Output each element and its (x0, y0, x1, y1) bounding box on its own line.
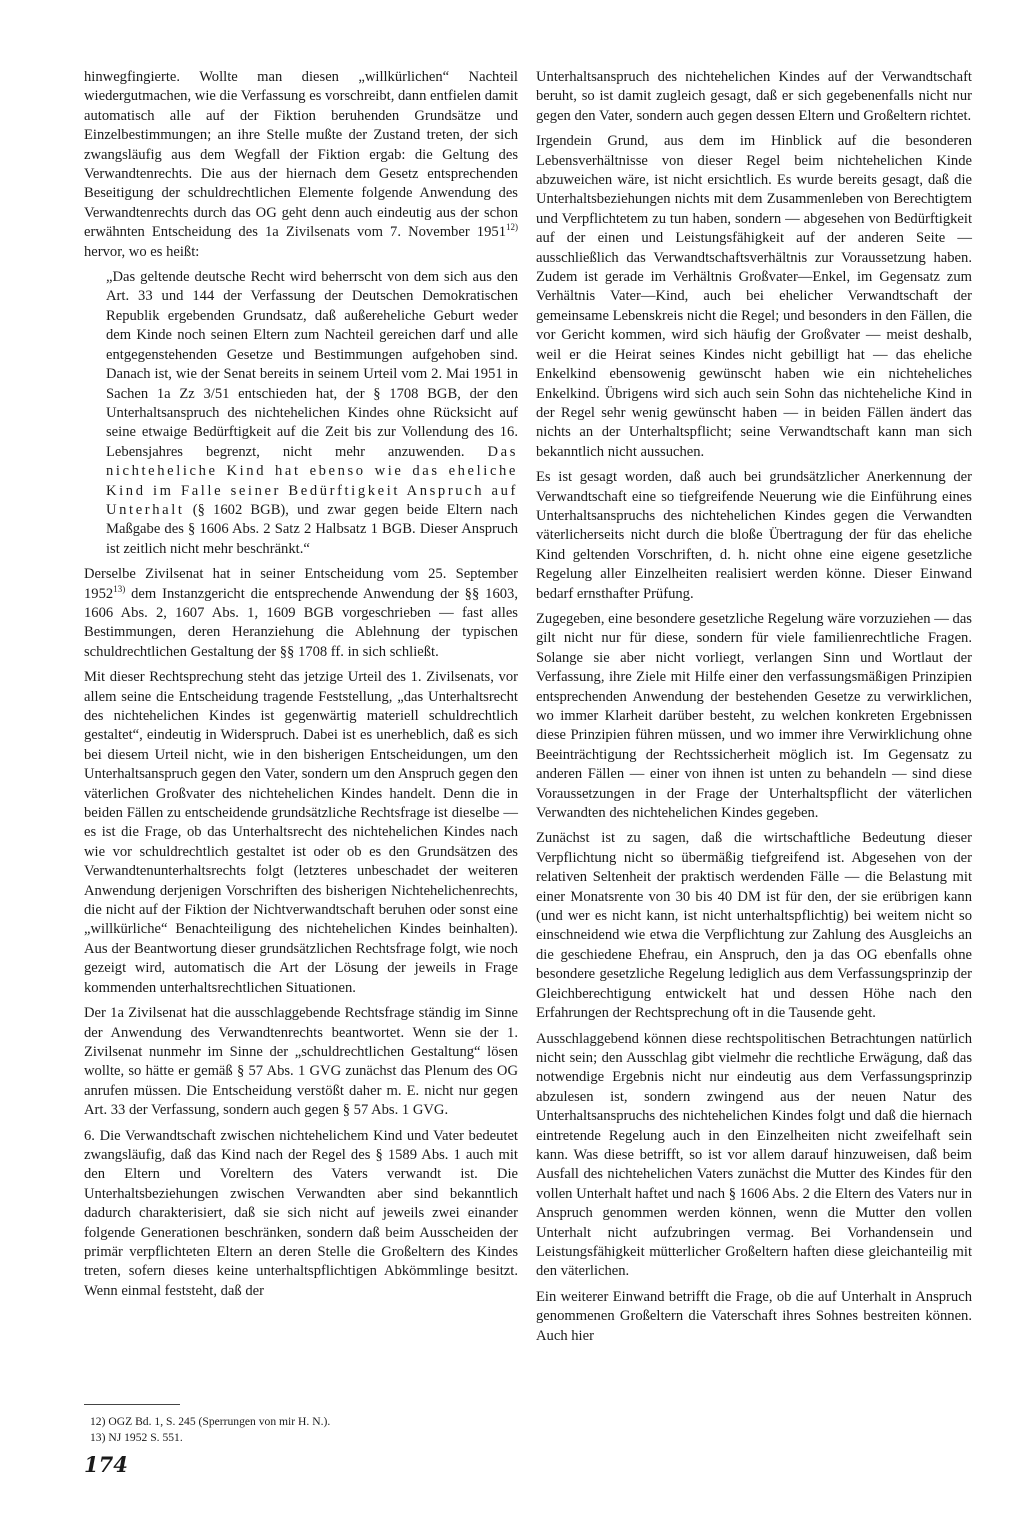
paragraph: Zugegeben, eine besondere gesetzliche Regelung wäre vorzuziehen — das gilt nicht nur für diese, sondern für viele familienrechtliche Fragen. Solange sie aber nicht vorliegt, verlangen Sinn und Wortlaut der Verfassung, ihre Ziele mit Hilfe einer den verfassungsmäßigen Prinzipien entsprechenden Anwendung der bestehenden Gesetze zu verwirklichen, wo immer Klarheit darüber besteht, zu welchen konkreten Ergebnissen diese Prinzipien führen müssen, und wo immer ihre Verwirklichung ohne Beeinträchtigung der Rechtssicherheit möglich ist. Im Gegensatz zu anderen Fällen — einer von ihnen ist unten zu behandeln — sind diese Voraussetzungen in der Frage der Unterhaltspflicht der väterlichen Verwandten des nichtehelichen Kindes gegeben. (536, 610, 972, 822)
paragraph-text: Derselbe Zivilsenat hat in seiner Entscheidung vom 25. September 1952 (84, 566, 518, 602)
paragraph: Es ist gesagt worden, daß auch bei grundsätzlicher Anerkennung der Verwandtschaft eine so tiefgreifende Neuerung wie die Einführung eines Unterhaltsanspruchs des nichtehelichen Kindes gegen die Verwandten väterlicherseits nicht durch die bloße Übertragung der für das eheliche Kind geltenden Vorschriften, d. h. nicht ohne eine eigene gesetzliche Regelung aller Einzelheiten realisiert werden könne. Dieser Einwand bedarf ernsthafter Prüfung. (536, 469, 972, 602)
paragraph: Ein weiterer Einwand betrifft die Frage, ob die auf Unterhalt in Anspruch genommenen Großeltern die Vaterschaft ihres Sohnes bestreiten können. Auch hier (536, 1288, 972, 1344)
paragraph: 6. Die Verwandtschaft zwischen nichtehelichem Kind und Vater bedeutet zwangsläufig, daß das Kind nach der Regel des § 1589 Abs. 1 auch mit den Eltern und Voreltern des Vaters verwandt ist. Die Unterhaltsbeziehungen zwischen Verwandten aber sind bekanntlich dadurch charakterisiert, daß sie sich nicht auf jeweils zwei einander folgende Generationen beschränken, sondern daß beim Ausscheiden der primär verpflichteten Eltern an deren Stelle die Großeltern des Kindes treten, sofern dieses keine unterhaltspflichtigen Abkömmlinge besitzt. Wenn einmal feststeht, daß der (84, 1127, 518, 1299)
paragraph: Irgendein Grund, aus dem im Hinblick auf die besonderen Lebensverhältnisse von dieser Regel beim nichtehelichen Kinde abzuweichen wäre, ist nicht ersichtlich. Es wurde bereits gesagt, daß die Unterhaltsbeziehungen nichts mit dem Zusammenleben von Berechtigtem und Verpflichtetem zu tun haben, sondern — abgesehen von Bedürftigkeit auf der einen und Leistungsfähigkeit auf der anderen Seite — ausschließlich das Verwandtschaftsverhältnis zur Voraussetzung haben. Zudem ist gerade im Verhältnis Großvater—Enkel, im Gegensatz zum Verhältnis Vater—Kind, auch bei ehelicher Verwandtschaft der gemeinsame Lebenskreis nicht die Regel; und besonders in den Fällen, die vor Gericht kommen, wird sich häufig der Großvater — meist deshalb, weil er die Heirat seines Kindes nicht gebilligt hat — das eheliche Enkelkind ebensowenig gewünscht haben wie ein nichteheliches Enkelkind. Übrigens wird sich auch sein Sohn das nichteheliche Kind in der Regel sehr wenig gewünscht haben — in beiden Fällen ändert das nichts an der Unterhaltspflicht; seine Verwandtschaft kann man sich bekanntlich nicht aussuchen. (536, 133, 972, 460)
right-column (536, 68, 972, 1352)
footnote-12: 12) OGZ Bd. 1, S. 245 (Sperrungen von mir H. N.). (90, 1415, 331, 1428)
footnotes (84, 1414, 518, 1446)
block-quote (106, 268, 518, 559)
quote-text: „Das geltende deutsche Recht wird beherrscht von dem sich aus den Art. 33 und 144 der Verfassung der Deutschen Demokratischen Republik ergebenden Grundsatz, daß außereheliche Geburt weder dem Kinde noch seinen Eltern zum Nachteil gereichen darf und alle entgegenstehenden Gesetze und Bestimmungen aufgehoben sind. Danach ist, wie der Senat bereits in seinem Urteil vom 2. Mai 1951 in Sachen 1a Zz 3/51 entschieden hat, der § 1708 BGB, der den Unterhaltsanspruch des nichtehelichen Kindes ohne Rücksicht auf seine etwaige Bedürftigkeit auf die Zeit bis zur Vollendung des 16. Lebensjahres begrenzt, nicht mehr anzuwenden. (106, 269, 518, 460)
paragraph-text: dem Instanzgericht die entsprechende Anwendung der §§ 1603, 1606 Abs. 2, 1607 Abs. 1, 1609 BGB vorgeschrieben — fast alles Bestimmungen, deren Heranziehung die Ablehnung der typischen schuldrechtlichen Gestaltung der §§ 1708 ff. in sich schließt. (84, 585, 518, 660)
page-number: 174 (84, 1452, 128, 1477)
footnote-divider (84, 1404, 180, 1405)
left-column (84, 68, 518, 1307)
paragraph: Unterhaltsanspruch des nichtehelichen Kindes auf der Verwandtschaft beruht, so ist damit zugleich gesagt, daß er sich gegebenenfalls nicht nur gegen den Vater, sondern auch gegen dessen Eltern und Großeltern richtet. (536, 69, 972, 124)
footnote-ref: 12) (506, 222, 518, 233)
paragraph: Der 1a Zivilsenat hat die ausschlaggebende Rechtsfrage ständig im Sinne der Anwendung des Verwandtenrechts beantwortet. Wenn sie der 1. Zivilsenat nunmehr im Sinne der „schuldrechtlichen Gestaltung“ lösen wollte, so hätte er gemäß § 57 Abs. 1 GVG zunächst das Plenum des OG anrufen müssen. Die Entscheidung verstößt daher m. E. nicht nur gegen Art. 33 der Verfassung, sondern auch gegen § 57 Abs. 1 GVG. (84, 1005, 518, 1119)
paragraph (84, 68, 518, 262)
paragraph: Zunächst ist zu sagen, daß die wirtschaftliche Bedeutung dieser Verpflichtung nicht so übermäßig tiefgreifend ist. Abgesehen von der relativen Seltenheit der praktisch werdenden Fälle — die Belastung mit einer Monatsrente von 30 bis 40 DM ist für den, der sie erübrigen kann (und wer es nicht kann, ist nicht unterhaltspflichtig) bei weitem nicht so einschneidend wie etwa die Verpflichtung zur Zahlung des Ausgleichs an die geschiedene Ehefrau, ein Anspruch, den ja das OG ebenfalls ohne besondere gesetzliche Regelung lediglich aus dem Verfassungsprinzip der Gleichberechtigung entwickelt hat und dessen Höhe nach den Erfahrungen der Rechtsprechung oft in die Tausende geht. (536, 830, 972, 1022)
quote-text: (§ 1602 BGB), und zwar gegen beide Eltern nach Maßgabe des § 1606 Abs. 2 Satz 2 Halbsatz 1 BGB. Dieser Anspruch ist zeitlich nicht mehr beschränkt.“ (106, 501, 518, 557)
paragraph: Ausschlaggebend können diese rechtspolitischen Betrachtungen natürlich nicht sein; den Ausschlag gibt vielmehr die rechtliche Erwägung, daß das notwendige Ergebnis nicht nur eindeutig aus dem Verfassungsprinzip abzulesen ist, sondern zwingend aus der neuen Natur des Unterhaltsanspruchs des nichtehelichen Kindes folgt und daß die hiernach eintretende Regelung auch in den Einzelheiten nicht zweifelhaft sein kann. Was diese betrifft, so ist vor allem darauf hinzuweisen, daß beim Ausfall des nichtehelichen Vaters zunächst die Mutter des Kindes für den vollen Unterhalt haftet und nach § 1606 Abs. 2 die Eltern des Vaters nur in Anspruch genommen werden können, wenn die Mutter den vollen Unterhalt nicht aufzubringen vermag. Bei Vorhandensein und Leistungsfähigkeit mütterlicher Großeltern haften diese gleichanteilig mit den väterlichen. (536, 1030, 972, 1280)
paragraph (84, 565, 518, 662)
paragraph-text: hervor, wo es heißt: (84, 243, 200, 260)
footnote-13: 13) NJ 1952 S. 551. (90, 1431, 183, 1444)
emphasized-quote-text: Das nichteheliche Kind hat ebenso wie das eheliche Kind im Falle seiner Bedürftigkeit Anspruch auf Unterhalt (106, 443, 518, 518)
paragraph: Mit dieser Rechtsprechung steht das jetzige Urteil des 1. Zivilsenats, vor allem seine die Entscheidung tragende Feststellung, „das Unterhaltsrecht des nichtehelichen Kindes ist gegenwärtig materiell schuldrechtlich gestaltet“, eindeutig in Widerspruch. Dabei ist es unerheblich, daß es sich bei diesem Urteil nicht, wie in den bisherigen Entscheidungen, um den Unterhaltsanspruch gegen den Vater, sondern um den Anspruch gegen den väterlichen Großvater des nichtehelichen Kindes handelt. Denn die in beiden Fällen zu entscheidende grundsätzliche Rechtsfrage ist dieselbe — es ist die Frage, ob das Unterhaltsrecht des nichtehelichen Kindes nach wie vor schuldrechtlich gestaltet ist oder ob es den Grundsätzen des Verwandtenunterhaltsrechts folgt (letzteres unbeschadet der weiteren Anwendung derjenigen Vorschriften des bisherigen Nichtehelichenrechts, die nicht auf der Fiktion der Nichtverwandtschaft beruhen oder sonst eine „willkürliche“ Benachteiligung des nichtehelichen Kindes beinhalten). Aus der Beantwortung dieser grundsätzlichen Rechtsfrage folgt, wie noch gezeigt wird, automatisch die Art der Lösung der jeweils in Frage kommenden unterhaltsrechtlichen Situationen. (84, 669, 518, 996)
paragraph-text: hinwegfingierte. Wollte man diesen „willkürlichen“ Nachteil wiedergutmachen, wie die Verfassung es vorschreibt, dann entfielen damit automatisch alle auf der Fiktion beruhenden Grundsätze und Einzelbestimmungen; an ihre Stelle mußte der Zustand treten, der sich zwangsläufig aus dem Wegfall der Fiktion ergab: die Geltung des Verwandtenrechts. Die aus der hiernach dem Gesetz entsprechenden Beseitigung der schuldrechtlichen Elemente folgende Anwendung des Verwandtenrechts durch das OG geht denn auch eindeutig aus der schon erwähnten Entscheidung des 1a Zivilsenats vom 7. November 1951 (84, 69, 518, 241)
footnote-ref: 13) (113, 583, 126, 594)
